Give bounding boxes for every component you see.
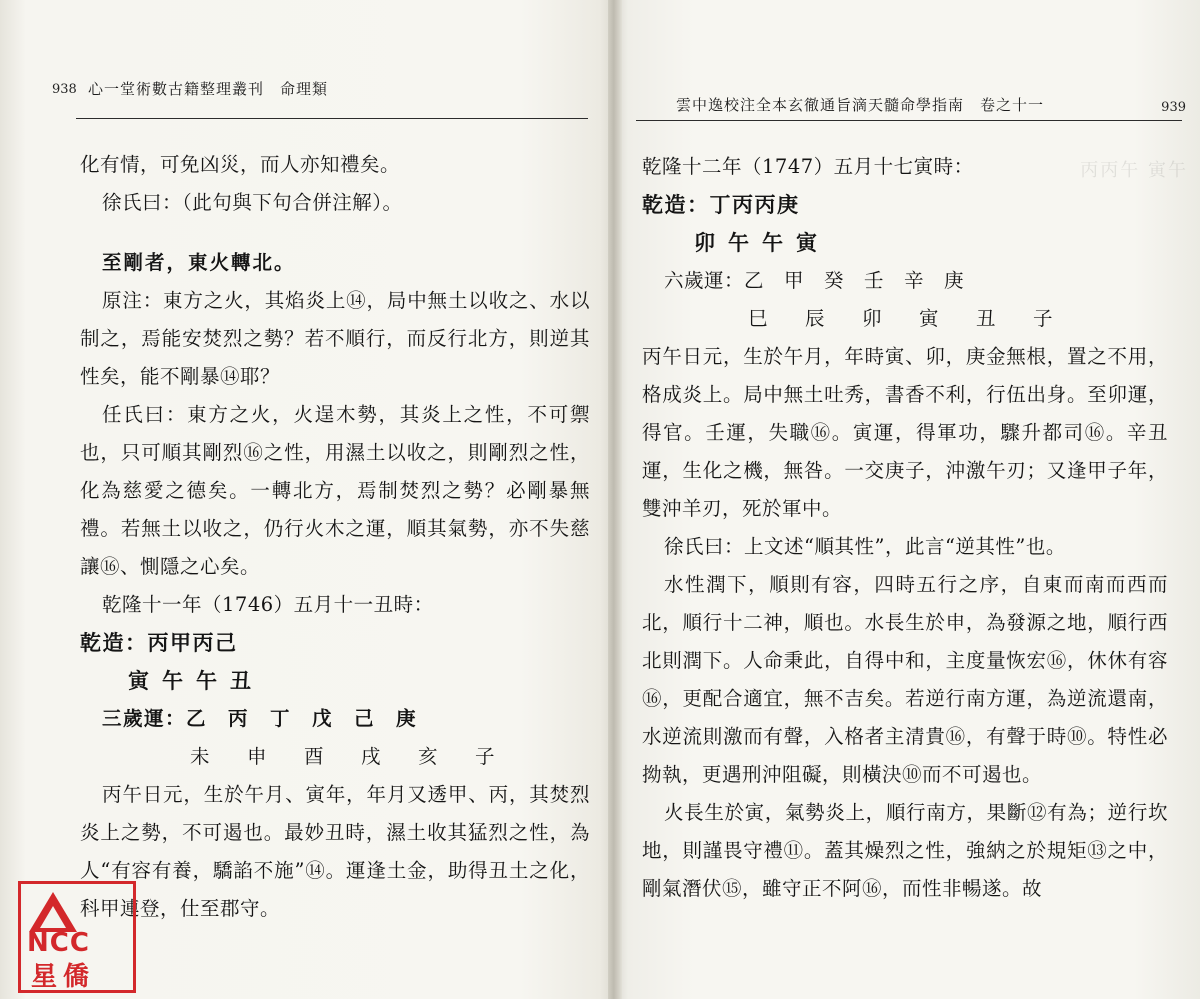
paragraph: 任氏曰：東方之火，火逞木勢，其炎上之性，不可禦也，只可順其剛烈⑯之性，用濕土以收之，則剛烈之性，化為慈愛之德矣。一轉北方，焉制焚烈之勢？必剛暴無禮。若無土以收之，仍行火木之運，順其氣勢，亦不失慈讓⑯、惻隱之心矣。 [80,403,590,578]
paragraph: 丙午日元，生於午月，年時寅、卯，庚金無根，置之不用，格成炎上。局中無土吐秀，書香不利，行伍出身。至卯運，得官。壬運，失職⑯。寅運，得軍功，驟升都司⑯。辛丑運，生化之機，無咎。一交庚子，沖激午刃；又逢甲子年，雙沖羊刃，死於軍中。 [642,345,1168,520]
chart-pillars-label: 乾造：丁丙丙庚 [642,192,800,217]
show-through-ghost-text: 丙丙午 寅午 [1080,160,1188,181]
right-page [614,0,1200,999]
paragraph: 徐氏曰：（此句與下句合併注解）。 [102,191,403,214]
chart-branches: 寅午午丑 [128,668,264,693]
paragraph: 丙午日元，生於午月、寅年，年月又透甲、丙，其焚烈炎上之勢，不可遏也。最妙丑時，濕土收其猛烈之性，為人“有容有養，驕諂不施”⑭。運逢土金，助得丑土之化，科甲連登，仕至郡守。 [80,783,590,920]
library-seal-stamp [18,881,136,993]
paragraph: 乾隆十一年（1746）五月十一丑時： [102,593,434,616]
paragraph-gap [80,222,590,244]
right-text-column [642,148,1168,908]
right-folio-number: 939 [1161,100,1186,115]
right-header-rule [636,120,1182,121]
paragraph: 乾隆十二年（1747）五月十七寅時： [642,155,974,178]
left-running-head: 心一堂術數古籍整理叢刊 命理類 [88,80,329,98]
paragraph: 徐氏曰：上文述“順其性”，此言“逆其性”也。 [664,535,1066,558]
chart-pillars-label: 乾造：丙甲丙己 [80,630,238,655]
right-running-head: 雲中逸校注全本玄徹通旨滴天髓命學指南 卷之十一 [676,96,1045,114]
section-heading: 至剛者，東火轉北。 [102,251,296,274]
luck-cycle-label: 六歲運：乙 甲 癸 壬 辛 庚 [664,269,965,292]
seal-chinese-text: 星僑 [31,962,96,992]
left-text-column [80,146,590,928]
chart-branches: 卯午午寅 [694,230,830,255]
seal-latin-text: NCC [27,928,90,958]
left-header-rule [76,118,588,119]
left-folio-number: 938 [52,82,77,97]
paragraph: 火長生於寅，氣勢炎上，順行南方，果斷⑫有為；逆行坎地，則謹畏守禮⑪。蓋其燥烈之性，強納之於規矩⑬之中，剛氣潛伏⑮，雖守正不阿⑯，而性非暢遂。故 [642,801,1168,900]
paragraph: 水性潤下，順則有容，四時五行之序，自東而南而西而北，順行十二神，順也。水長生於申，為發源之地，順行西北則潤下。人命秉此，自得中和，主度量恢宏⑯，休休有容⑯，更配合適宜，無不吉矣。若逆行南方運，為逆流還南，水逆流則激而有聲，入格者主清貴⑯，有聲于時⑩。特性必拗執，更遇刑沖阻礙，則橫決⑩而不可遏也。 [642,573,1168,786]
paragraph: 原注：東方之火，其焰炎上⑭，局中無土以收之、水以制之，焉能安焚烈之勢？若不順行，而反行北方，則逆其性矣，能不剛暴⑭耶？ [80,289,590,388]
luck-cycle-branches: 巳 辰 卯 寅 丑 子 [748,307,1062,330]
paragraph: 化有情，可免凶災，而人亦知禮矣。 [80,153,401,176]
luck-cycle-label: 三歲運：乙 丙 丁 戊 己 庚 [102,707,418,730]
luck-cycle-branches: 未 申 酉 戌 亥 子 [190,745,504,768]
triangle-logo-icon [29,892,77,932]
